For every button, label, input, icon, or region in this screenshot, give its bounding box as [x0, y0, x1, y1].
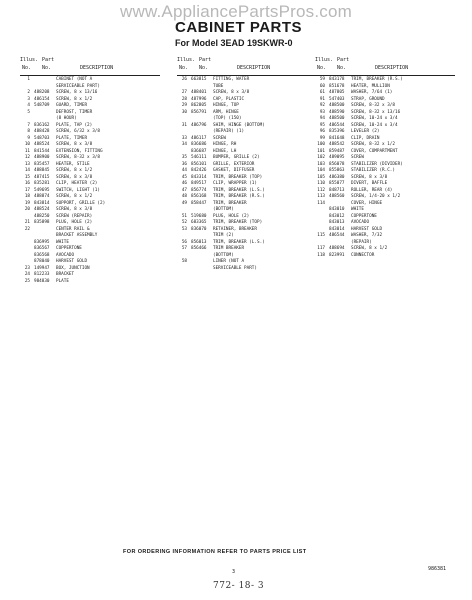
illus-number: 51 — [181, 213, 187, 219]
part-description: SUPPORT, GRILLE (2) — [56, 200, 106, 206]
illus-number: 113 — [317, 194, 325, 199]
illus-number: 27 — [181, 90, 187, 95]
watermark: www.AppliancePartsPros.com — [120, 2, 352, 21]
part-number: 488590 — [329, 109, 345, 115]
header-no: No. — [179, 65, 189, 71]
part-description: RETAINER, BREAKER — [213, 226, 257, 232]
part-description: TRIM (2) — [213, 233, 234, 238]
part-number: 489095 — [329, 155, 345, 160]
part-description: STABILIZER (R.C.) — [351, 168, 395, 173]
part-number: 856013 — [191, 239, 207, 245]
part-description: (BOTTOM) — [213, 207, 234, 212]
part-description: WASHER, 7/64 (1) — [351, 90, 393, 95]
part-description: SCREW — [213, 135, 226, 141]
part-description: SCREW, 8-32 x 3/8 — [56, 155, 100, 160]
part-number: 488208 — [34, 90, 50, 95]
part-number: 546111 — [191, 155, 207, 160]
part-number: 519680 — [191, 213, 207, 219]
part-description: SCREW, 8 x 3/8 — [56, 207, 93, 212]
part-description: SCREW, 10-24 x 3/4 — [351, 116, 398, 121]
part-description: BRACKET — [56, 272, 75, 277]
illus-number: 23 — [24, 265, 30, 271]
parts-row — [20, 279, 160, 286]
part-description: TRIM BREAKER — [213, 246, 245, 251]
part-description: LEVELER (2) — [351, 129, 380, 134]
part-description: SWITCH, LIGHT (1) — [56, 187, 100, 193]
part-description: PLATE, TIMER — [56, 135, 88, 141]
illus-number: 56 — [181, 239, 187, 245]
parts-row — [177, 266, 317, 273]
part-description: HARVEST GOLD — [351, 226, 383, 232]
illus-number: 12 — [24, 155, 30, 160]
illus-number: 53 — [181, 226, 187, 232]
illus-number: 52 — [181, 220, 187, 225]
illus-number: 30 — [181, 109, 187, 115]
part-number: 843314 — [191, 174, 207, 180]
part-description: TRIM, BREAKER — [213, 200, 247, 206]
header-no: No. — [42, 65, 52, 71]
illus-number: 91 — [319, 96, 325, 102]
part-number: 856791 — [191, 109, 207, 115]
illus-number: 99 — [319, 135, 325, 141]
part-description: PLATE — [56, 278, 69, 284]
model-subtitle: For Model 3EAD 19SKWR-0 — [175, 38, 293, 48]
illus-number: 8 — [27, 129, 30, 134]
part-description: HARVEST GOLD — [56, 259, 88, 264]
part-description: AVOCADO — [56, 252, 75, 258]
header-illus: Illus. — [177, 57, 196, 63]
part-description: (REPAIR) — [351, 239, 372, 245]
illus-number: 11 — [24, 148, 30, 154]
illus-number: 35 — [181, 155, 187, 160]
illus-number: 19 — [24, 200, 30, 206]
part-description: AVOCADO — [351, 220, 370, 225]
part-number: 984830 — [34, 278, 50, 284]
illus-number: 103 — [317, 161, 325, 167]
part-number: 486544 — [329, 122, 345, 128]
part-number: 548709 — [34, 103, 50, 108]
illus-number: 48 — [181, 194, 187, 199]
part-description: SCREW, 8 x 1/2 — [56, 194, 93, 199]
part-description: BOX, JUNCTION — [56, 265, 90, 271]
part-number: 843014 — [329, 226, 345, 232]
column-header — [315, 57, 455, 76]
part-description: PLATE, TAP (2) — [56, 122, 93, 128]
part-description: GRILLE, EXTERIOR — [213, 161, 255, 167]
part-number: 486380 — [329, 174, 345, 180]
part-number: 487805 — [329, 90, 345, 95]
parts-column-3 — [315, 57, 455, 259]
part-description: COVER, COMPARTMENT — [351, 148, 398, 154]
part-description: SCREW, 1/4-20 x 1/2 — [351, 194, 401, 199]
parts-row — [315, 253, 455, 260]
part-number: 856466 — [191, 246, 207, 251]
illus-number: 14 — [24, 168, 30, 173]
illus-number: 33 — [181, 135, 187, 141]
part-description: (REPAIR) (1) — [213, 129, 245, 134]
part-number: 835898 — [34, 220, 50, 225]
part-description: CAP, PLASTIC — [213, 96, 245, 102]
illus-number: 93 — [319, 109, 325, 115]
part-number: 683365 — [191, 220, 207, 225]
part-description: TRIM, BREAKER (R.S.) — [351, 77, 403, 82]
part-description: SCREW, 10-24 x 3/4 — [351, 122, 398, 128]
illus-number: 29 — [181, 103, 187, 108]
part-number: 858447 — [191, 200, 207, 206]
part-description: SERVICEABLE PART) — [56, 83, 100, 89]
illus-number: 102 — [317, 155, 325, 160]
part-number: 849517 — [191, 181, 207, 186]
page-number: 3 — [232, 569, 236, 575]
part-description: CONNECTOR — [351, 252, 375, 258]
illus-number: 104 — [317, 168, 325, 173]
illus-number: 47 — [181, 187, 187, 193]
part-number: 663815 — [191, 77, 207, 82]
part-number: 841544 — [34, 148, 50, 154]
illus-number: 45 — [181, 174, 187, 180]
handwritten-note: 772- 18- 3 — [213, 581, 265, 591]
part-number: 486796 — [191, 122, 207, 128]
part-description: CENTER RAIL & — [56, 226, 90, 232]
illus-number: 7 — [27, 122, 30, 128]
part-description: SCREW, 8-32 x 3/8 — [351, 103, 395, 108]
header-part: Part — [42, 57, 55, 63]
part-description: HINGE, TOP — [213, 103, 239, 108]
part-description: (BOTTOM) — [213, 252, 234, 258]
illus-number: 15 — [24, 174, 30, 180]
part-number: 487415 — [34, 174, 50, 180]
part-number: 848713 — [329, 187, 345, 193]
part-description: SCREW, 8 x 13/16 — [56, 90, 98, 95]
part-number: 812233 — [34, 272, 50, 277]
part-description: STABILIZER (DIVIDER) — [351, 161, 403, 167]
part-number: 859487 — [329, 148, 345, 154]
part-description: HINGE, LH — [213, 148, 237, 154]
part-description: CABINET (NOT A — [56, 77, 93, 82]
illus-number: 112 — [317, 187, 325, 193]
header-description: DESCRIPTION — [80, 65, 114, 71]
part-description: CLIP, HEATER (2) — [56, 181, 98, 186]
part-description: ARM, HINGE — [213, 109, 239, 115]
header-part: Part — [337, 57, 350, 63]
illus-number: 24 — [24, 272, 30, 277]
part-number: 488900 — [34, 155, 50, 160]
document-number: 986381 — [428, 566, 447, 572]
part-description: WHITE — [56, 239, 69, 245]
column-header — [177, 57, 317, 76]
illus-number: 110 — [317, 181, 325, 186]
parts-column-2 — [177, 57, 317, 272]
header-illus: Illus. — [315, 57, 334, 63]
illus-number: 46 — [181, 181, 187, 186]
part-description: LINER (NOT A — [213, 259, 245, 264]
part-description: FITTING, WATER — [213, 77, 250, 82]
illus-number: 61 — [319, 90, 325, 95]
part-number: 842426 — [191, 168, 207, 173]
part-description: DIVERT, BAFFLE — [351, 181, 388, 186]
part-description: COPPERTONE — [56, 246, 82, 251]
illus-number: 49 — [181, 200, 187, 206]
part-description: SCREW, 6/32 x 3/8 — [56, 129, 100, 134]
part-description: COPPERTONE — [351, 213, 377, 219]
part-description: CLIP, WRAPPER (1) — [213, 181, 257, 186]
part-number: 487996 — [191, 96, 207, 102]
part-number: 843010 — [329, 207, 345, 212]
illus-number: 3 — [27, 96, 30, 102]
part-number: 488874 — [34, 194, 50, 199]
part-number: 856101 — [191, 161, 207, 167]
part-number: 841648 — [329, 135, 345, 141]
part-number: 855863 — [329, 168, 345, 173]
illus-number: 10 — [24, 142, 30, 147]
illus-number: 96 — [319, 129, 325, 134]
part-description: SERVICEABLE PART) — [213, 265, 257, 271]
part-number: 488500 — [329, 103, 345, 108]
part-number: 836070 — [191, 226, 207, 232]
part-description: PLUG, HOLE (2) — [213, 213, 250, 219]
illus-number: 34 — [181, 142, 187, 147]
part-number: 856078 — [329, 161, 345, 167]
illus-number: 22 — [24, 226, 30, 232]
illus-number: 28 — [181, 96, 187, 102]
part-description: SCREW, 8-32 x 13/16 — [351, 109, 401, 115]
part-description: HEATER, MULLION — [351, 83, 390, 89]
part-number: 486544 — [329, 233, 345, 238]
part-description: SCREW (REPAIR) — [56, 213, 93, 219]
header-description: DESCRIPTION — [375, 65, 409, 71]
illus-number: 101 — [317, 148, 325, 154]
illus-number: 57 — [181, 246, 187, 251]
part-description: TRIM, BREAKER (TOP) — [213, 174, 263, 180]
illus-number: 105 — [317, 174, 325, 180]
illus-number: 115 — [317, 233, 325, 238]
part-number: 836687 — [191, 148, 207, 154]
part-number: 488694 — [329, 246, 345, 251]
part-description: BRACKET ASSEMBLY — [56, 233, 98, 238]
part-description: SCREW, 8 x 3/8 — [213, 90, 250, 95]
part-number: 843012 — [329, 213, 345, 219]
part-number: 835457 — [34, 161, 50, 167]
header-illus: Illus. — [20, 57, 39, 63]
illus-number: 2 — [27, 90, 30, 95]
part-number: 851678 — [329, 83, 345, 89]
part-number: 836995 — [34, 239, 50, 245]
illus-number: 118 — [317, 252, 325, 258]
illus-number: 58 — [181, 259, 187, 264]
part-description: ROLLER, REAR (4) — [351, 187, 393, 193]
part-number: 836567 — [34, 246, 50, 251]
header-no: No. — [22, 65, 32, 71]
illus-number: 17 — [24, 187, 30, 193]
part-description: STRAP, GROUND — [351, 96, 385, 102]
part-number: 549695 — [34, 187, 50, 193]
parts-column-1 — [20, 57, 160, 285]
part-number: 488560 — [329, 194, 345, 199]
part-description: GASKET, DIFFUSER — [213, 168, 255, 173]
illus-number: 100 — [317, 142, 325, 147]
part-number: 488845 — [34, 168, 50, 173]
header-description: DESCRIPTION — [237, 65, 271, 71]
part-description: SCREW — [351, 155, 364, 160]
part-description: SHIM, HINGE (BOTTOM) — [213, 122, 265, 128]
part-number: 835281 — [34, 181, 50, 186]
part-description: SCREW, 8 x 1/2 — [56, 168, 93, 173]
part-number: 488542 — [329, 142, 345, 147]
part-description: GUARD, TIMER — [56, 103, 88, 108]
illus-number: 18 — [24, 194, 30, 199]
part-number: 843178 — [329, 77, 345, 82]
part-number: 548703 — [34, 135, 50, 141]
part-description: TRIM, BREAKER (L.S.) — [213, 187, 265, 193]
part-number: 486154 — [34, 96, 50, 102]
part-description: EXTENSION, FITTING — [56, 148, 103, 154]
illus-number: 59 — [319, 77, 325, 82]
illus-number: 114 — [317, 200, 325, 206]
illus-number: 20 — [24, 207, 30, 212]
part-number: 488500 — [329, 116, 345, 121]
part-number: 855077 — [329, 181, 345, 186]
part-description: TUBE — [213, 83, 224, 89]
page-title: CABINET PARTS — [175, 19, 303, 36]
part-description: SCREW, 8 x 1/2 — [351, 246, 388, 251]
illus-number: 25 — [24, 278, 30, 284]
part-description: TRIM, BREAKER (R.S.) — [213, 194, 265, 199]
part-number: 547403 — [329, 96, 345, 102]
part-number: 878040 — [34, 259, 50, 264]
illus-number: 16 — [24, 181, 30, 186]
part-description: WHITE — [351, 207, 364, 212]
part-description: WASHER, 7/32 — [351, 233, 383, 238]
part-description: PLUG, HOLE (2) — [56, 220, 93, 225]
illus-number: 95 — [319, 122, 325, 128]
part-number: 486117 — [191, 135, 207, 141]
part-number: 488428 — [34, 129, 50, 134]
part-description: HINGE, RH — [213, 142, 237, 147]
header-no: No. — [337, 65, 347, 71]
illus-number: 94 — [319, 116, 325, 121]
part-description: TRIM, BREAKER (TOP) — [213, 220, 263, 225]
part-description: (TOP) (150) — [213, 116, 242, 121]
part-number: 862805 — [191, 103, 207, 108]
header-part: Part — [199, 57, 212, 63]
illus-number: 4 — [27, 103, 30, 108]
illus-number: 44 — [181, 168, 187, 173]
ordering-footer: FOR ORDERING INFORMATION REFER TO PARTS PRICE LIST — [123, 549, 307, 555]
illus-number: 117 — [317, 246, 325, 251]
illus-number: 9 — [27, 135, 30, 141]
part-number: 488524 — [34, 142, 50, 147]
part-description: (8 HOUR) — [56, 116, 77, 121]
header-no: No. — [317, 65, 327, 71]
part-number: 149947 — [34, 265, 50, 271]
part-number: 488524 — [34, 207, 50, 212]
part-number: 836686 — [191, 142, 207, 147]
part-description: SCREW, 8 x 1/2 — [56, 96, 93, 102]
column-header — [20, 57, 160, 76]
part-number: 488250 — [34, 213, 50, 219]
illus-number: 21 — [24, 220, 30, 225]
illus-number: 1 — [27, 77, 30, 82]
part-number: 856774 — [191, 187, 207, 193]
part-description: COVER, HINGE — [351, 200, 383, 206]
illus-number: 26 — [181, 77, 187, 82]
part-number: 488401 — [191, 90, 207, 95]
illus-number: 60 — [319, 83, 325, 89]
part-description: SCREW, 8 x 3/8 — [56, 142, 93, 147]
part-number: 856168 — [191, 194, 207, 199]
part-description: HEATER, STILE — [56, 161, 90, 167]
part-number: 823991 — [329, 252, 345, 258]
part-description: TRIM, BREAKER (L.S.) — [213, 239, 265, 245]
part-number: 836568 — [34, 252, 50, 258]
illus-number: 5 — [27, 109, 30, 115]
part-description: CLIP, DRAIN — [351, 135, 380, 141]
part-description: SCREW, 8 x 3/8 — [351, 174, 388, 180]
part-description: DEFROST, TIMER — [56, 109, 93, 115]
part-number: 835396 — [329, 129, 345, 134]
illus-number: 92 — [319, 103, 325, 108]
part-description: SCREW, 8-32 x 1/2 — [351, 142, 395, 147]
illus-number: 13 — [24, 161, 30, 167]
header-no: No. — [199, 65, 209, 71]
part-number: 843814 — [34, 200, 50, 206]
part-description: SCREW, 8 x 3/8 — [56, 174, 93, 180]
part-description: BUMPER, GRILLE (2) — [213, 155, 260, 160]
illus-number: 36 — [181, 161, 187, 167]
part-number: 836162 — [34, 122, 50, 128]
part-number: 843013 — [329, 220, 345, 225]
illus-number: 31 — [181, 122, 187, 128]
